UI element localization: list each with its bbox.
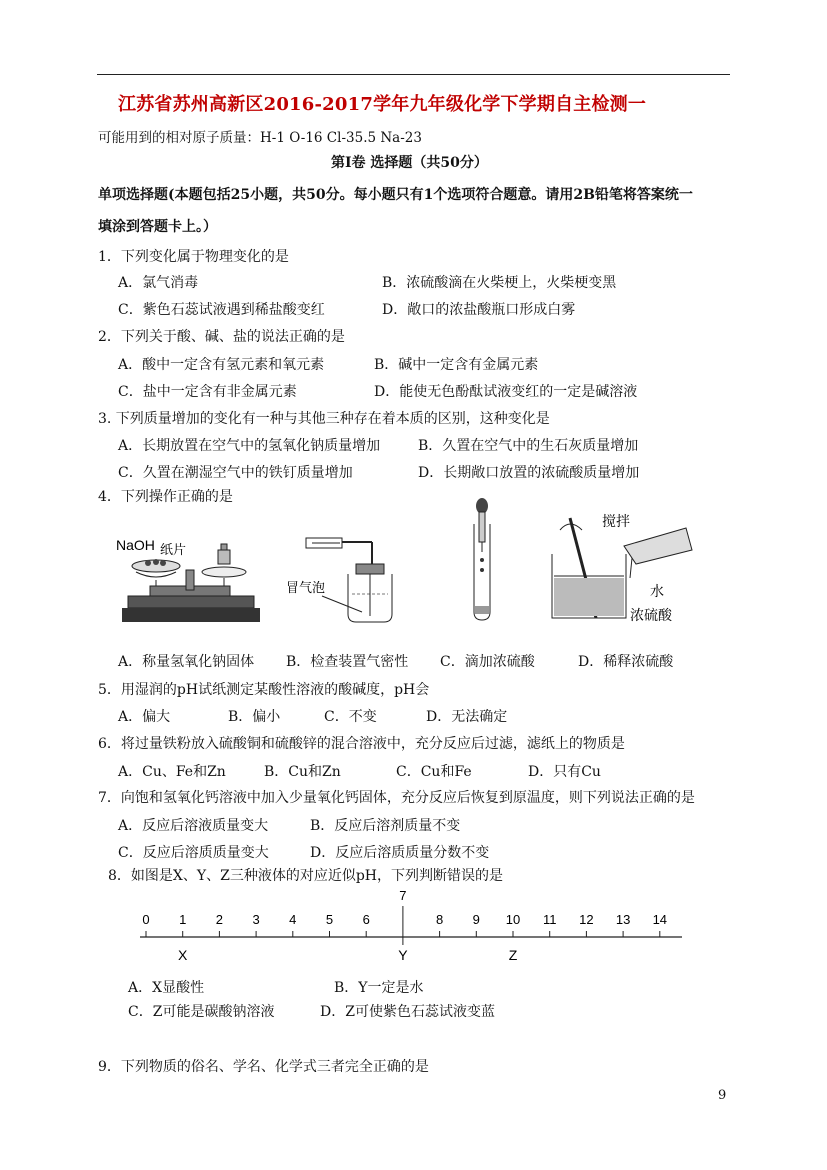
acid-label: 浓硫酸 [630, 607, 672, 623]
q6-option-b: B．Cu和Zn [264, 764, 341, 780]
question-2-stem: 2．下列关于酸、碱、盐的说法正确的是 [98, 329, 345, 345]
ph-tick-label-3: 3 [252, 912, 260, 927]
q4-option-c: C．滴加浓硫酸 [440, 654, 535, 670]
dilution-figure [546, 508, 694, 626]
question-1-stem: 1．下列变化属于物理变化的是 [98, 249, 289, 265]
q2-option-a: A．酸中一定含有氢元素和氧元素 [118, 357, 325, 373]
question-7-stem: 7．向饱和氢氧化钙溶液中加入少量氧化钙固体，充分反应后恢复到原温度，则下列说法正确的是 [98, 790, 695, 806]
paper-label: 纸片 [160, 542, 187, 557]
ph-tick-label-7: 7 [399, 888, 407, 903]
ph-tick-label-11: 11 [542, 912, 557, 927]
ph-marker-y: Y [398, 947, 408, 963]
q2-option-b: B．碱中一定含有金属元素 [374, 357, 539, 373]
page-number: 9 [718, 1088, 727, 1103]
ph-tick-label-10: 10 [505, 912, 521, 927]
ph-tick-label-4: 4 [289, 912, 297, 927]
q6-option-a: A．Cu、Fe和Zn [118, 764, 226, 780]
instructions-line-1: 单项选择题(本题包括25小题，共50分。每小题只有1个选项符合题意。请用2B铅笔将答案统一 [98, 187, 693, 203]
atomic-mass-line: 可能用到的相对原子质量：H-1 O-16 Cl-35.5 Na-23 [98, 130, 422, 146]
q3-option-c: C．久置在潮湿空气中的铁钉质量增加 [118, 465, 353, 481]
q5-option-c: C．不变 [324, 709, 377, 725]
instructions-line-2: 填涂到答题卡上。） [98, 219, 217, 235]
q7-option-c: C．反应后溶质质量变大 [118, 845, 269, 861]
q4-option-d: D．稀释浓硫酸 [578, 654, 674, 670]
q3-option-b: B．久置在空气中的生石灰质量增加 [418, 438, 639, 454]
q6-option-d: D．只有Cu [528, 764, 601, 780]
balance-figure [110, 528, 260, 626]
q7-option-d: D．反应后溶质质量分数不变 [310, 845, 490, 861]
q4-option-a: A．称量氢氧化钠固体 [118, 654, 255, 670]
water-label: 水 [650, 583, 664, 599]
ph-marker-x: X [178, 947, 188, 963]
page-title: 江苏省苏州高新区2016-2017学年九年级化学下学期自主检测一 [118, 94, 647, 115]
q2-option-d: D．能使无色酚酞试液变红的一定是碱溶液 [374, 384, 638, 400]
question-6-stem: 6．将过量铁粉放入硫酸铜和硫酸锌的混合溶液中，充分反应后过滤，滤纸上的物质是 [98, 736, 625, 752]
airtightness-figure [282, 528, 402, 626]
question-5-stem: 5．用湿润的pH试纸测定某酸性溶液的酸碱度，pH会 [98, 682, 430, 698]
q6-option-c: C．Cu和Fe [396, 764, 472, 780]
q8-option-b: B．Y一定是水 [334, 980, 424, 996]
ph-tick-label-0: 0 [142, 912, 150, 927]
question-9-stem: 9．下列物质的俗名、学名、化学式三者完全正确的是 [98, 1059, 429, 1075]
ph-scale-figure [120, 884, 700, 968]
q7-option-b: B．反应后溶剂质量不变 [310, 818, 461, 834]
q1-option-b: B．浓硫酸滴在火柴梗上，火柴梗变黑 [382, 275, 617, 291]
stir-label: 搅拌 [602, 513, 630, 529]
naoh-label: NaOH [116, 537, 155, 553]
q2-option-c: C．盐中一定含有非金属元素 [118, 384, 297, 400]
q4-option-b: B．检查装置气密性 [286, 654, 409, 670]
q1-option-a: A．氯气消毒 [118, 275, 199, 291]
q7-option-a: A．反应后溶液质量变大 [118, 818, 269, 834]
ph-tick-label-14: 14 [652, 912, 668, 927]
q1-option-d: D．敞口的浓盐酸瓶口形成白雾 [382, 302, 576, 318]
q5-option-a: A．偏大 [118, 709, 171, 725]
q3-option-d: D．长期敞口放置的浓硫酸质量增加 [418, 465, 640, 481]
question-4-stem: 4．下列操作正确的是 [98, 489, 233, 505]
q1-option-c: C．紫色石蕊试液遇到稀盐酸变红 [118, 302, 325, 318]
top-rule [97, 74, 730, 75]
ph-tick-label-9: 9 [472, 912, 480, 927]
dropper-figure [462, 494, 502, 626]
ph-tick-label-2: 2 [215, 912, 224, 927]
q5-option-b: B．偏小 [228, 709, 281, 725]
ph-tick-label-12: 12 [579, 912, 594, 927]
q5-option-d: D．无法确定 [426, 709, 508, 725]
ph-marker-z: Z [508, 947, 518, 963]
q8-option-d: D．Z可使紫色石蕊试液变蓝 [320, 1004, 495, 1020]
bubble-label: 冒气泡 [286, 580, 326, 595]
question-3-stem: 3. 下列质量增加的变化有一种与其他三种存在着本质的区别，这种变化是 [98, 411, 550, 427]
ph-tick-label-13: 13 [615, 912, 631, 927]
q8-option-a: A．X显酸性 [128, 980, 205, 996]
ph-tick-label-8: 8 [435, 912, 444, 927]
question-8-stem: 8．如图是X、Y、Z三种液体的对应近似pH，下列判断错误的是 [108, 868, 504, 884]
ph-tick-label-1: 1 [179, 912, 187, 927]
ph-tick-label-5: 5 [325, 912, 334, 927]
q3-option-a: A．长期放置在空气中的氢氧化钠质量增加 [118, 438, 381, 454]
section-title: 第Ⅰ卷 选择题（共50分） [331, 155, 488, 171]
q8-option-c: C．Z可能是碳酸钠溶液 [128, 1004, 275, 1020]
ph-tick-label-6: 6 [362, 912, 370, 927]
